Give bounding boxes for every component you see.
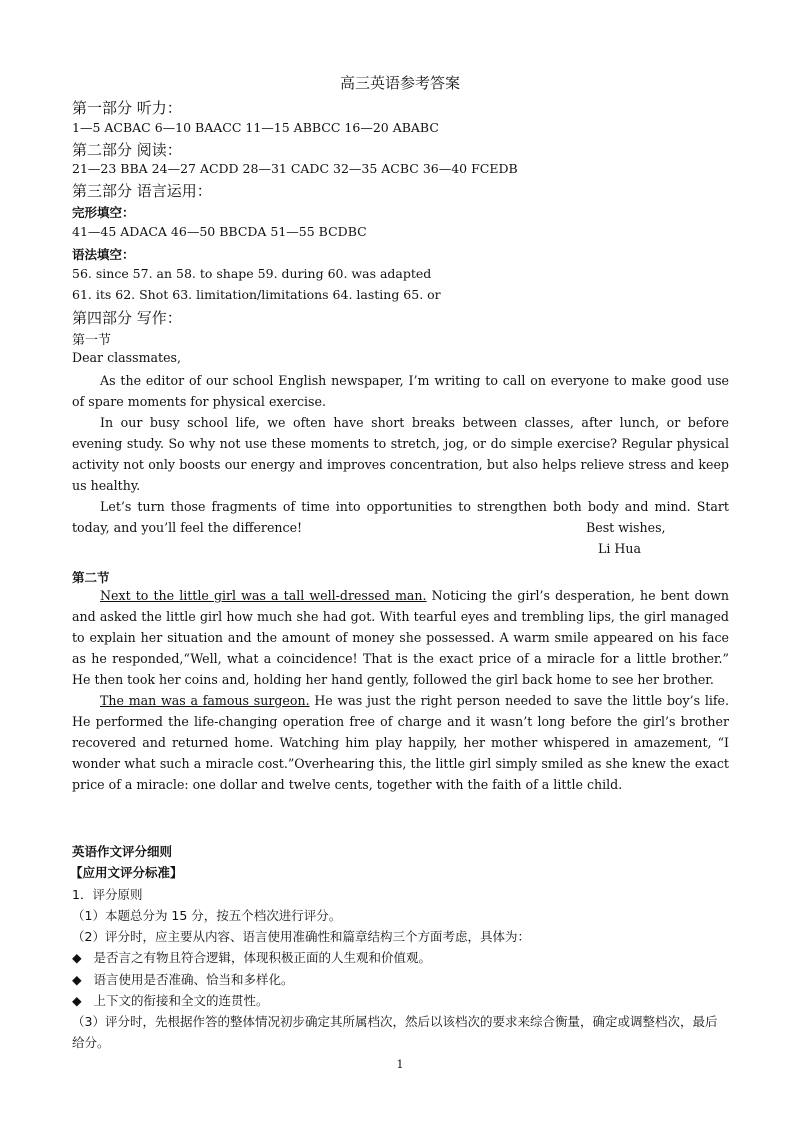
bullet-text: 语言使用是否准确、恰当和多样化。: [93, 972, 294, 987]
rubric-bullet: [72, 948, 431, 966]
story-body: [72, 585, 729, 795]
grammar-label: 语法填空：: [72, 247, 135, 262]
underlined-opening-sentence: The man was a famous surgeon.: [100, 693, 310, 708]
letter-closing: Best wishes,: [586, 520, 666, 535]
letter-signature: Li Hua: [598, 541, 641, 556]
cloze-label: 完形填空：: [72, 205, 135, 220]
diamond-bullet-icon: ◆: [72, 950, 82, 965]
page-number: 1: [396, 1058, 404, 1071]
rubric-item1: 1．评分原则: [72, 887, 143, 902]
bullet-text: 上下文的衔接和全文的连贯性。: [93, 993, 269, 1008]
letter-body: [72, 370, 729, 538]
letter-paragraph: In our busy school life, we often have short breaks between classes, after lunch, or before evening study. So why not use these moments to stretch, jog, or do simple exercise? Regular physical activity not only boosts our energy and improves concentration, but also helps relieve stress and keep us healthy.: [72, 415, 729, 493]
rubric-bullet: [72, 970, 294, 988]
rubric-rule1: （1）本题总分为 15 分，按五个档次进行评分。: [72, 908, 342, 923]
diamond-bullet-icon: ◆: [72, 972, 82, 987]
grammar-answers-line1: 56. since 57. an 58. to shape 59. during 60. was adapted: [72, 266, 432, 281]
rubric-title: 英语作文评分细则: [72, 844, 173, 859]
underlined-opening-sentence: Next to the little girl was a tall well-dressed man.: [100, 588, 427, 603]
rubric-rule3: （3）评分时，先根据作答的整体情况初步确定其所属档次，然后以该档次的要求来综合衡量，确定或调整档次，最后给分。: [72, 1014, 718, 1050]
rubric-bullet: [72, 991, 269, 1009]
section1-label: 第一节: [72, 333, 112, 348]
bullet-text: 是否言之有物且符合逻辑，体现积极正面的人生观和价值观。: [93, 950, 432, 965]
story-paragraph-text: He was just the right person needed to save the little boy’s life. He performed the life-changing operation free of charge and it wasn’t long before the girl’s brother recovered and returned home. Watching him play happily, her mother whispered in amazement, “I wonder what such a miracle cost.”Overhearing this, the little girl simply smiled as she knew the exact price of a miracle: one dollar and twelve cents, together with the faith of a little child.: [72, 693, 730, 792]
letter-paragraph: As the editor of our school English newspaper, I’m writing to call on everyone to make good use of spare moments for physical exercise.: [72, 373, 729, 409]
grammar-answers-line2: 61. its 62. Shot 63. limitation/limitations 64. lasting 65. or: [72, 287, 441, 302]
part1-answers: 1—5 ACBAC 6—10 BAACC 11—15 ABBCC 16—20 ABABC: [72, 120, 439, 135]
section2-label: 第二节: [72, 570, 110, 585]
page-title: 高三英语参考答案: [339, 74, 460, 92]
story-paragraph: [72, 585, 729, 690]
diamond-bullet-icon: ◆: [72, 993, 82, 1008]
part4-heading: 第四部分 写作：: [72, 309, 182, 327]
part2-heading: 第二部分 阅读：: [72, 141, 182, 159]
part2-answers: 21—23 BBA 24—27 ACDD 28—31 CADC 32—35 ACBC 36—40 FCEDB: [72, 161, 518, 176]
letter-salutation: Dear classmates,: [72, 350, 182, 365]
rubric-subtitle: 【应用文评分标准】: [70, 865, 183, 880]
story-paragraph-text: Noticing the girl’s desperation, he bent down and asked the little girl how much she had got. With tearful eyes and trembling lips, the girl managed to explain her situation and the amount of money she possessed. A warm smile appeared on his face as he responded,“Well, what a coincidence! That is the exact price of a miracle for a little brother.” He then took her coins and, holding her hand gently, followed the girl back home to see her brother.: [72, 588, 729, 687]
part1-heading: 第一部分 听力：: [72, 99, 182, 117]
rubric-rule2: （2）评分时，应主要从内容、语言使用准确性和篇章结构三个方面考虑，具体为：: [72, 929, 530, 944]
cloze-answers: 41—45 ADACA 46—50 BBCDA 51—55 BCDBC: [72, 224, 367, 239]
part3-heading: 第三部分 语言运用：: [72, 182, 212, 200]
story-paragraph: [72, 690, 729, 795]
letter-paragraph: Let’s turn those fragments of time into opportunities to strengthen both body and mind. Start today, and you’ll feel the difference!: [72, 499, 729, 535]
